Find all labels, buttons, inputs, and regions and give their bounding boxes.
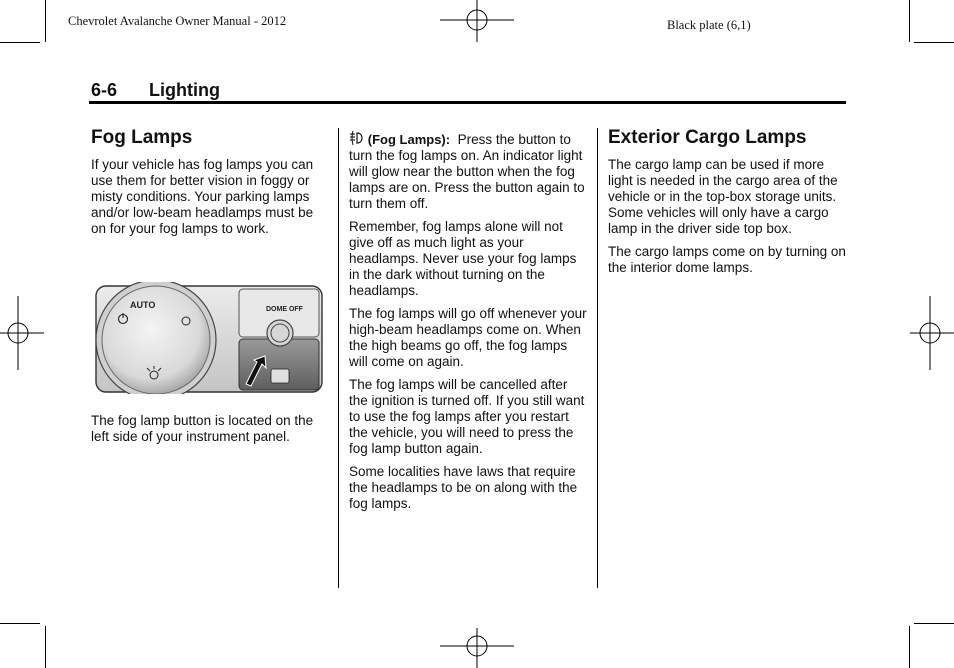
- registration-mark-right: [910, 296, 954, 370]
- auto-label: AUTO: [130, 300, 156, 310]
- dome-off-label: DOME OFF: [266, 306, 303, 313]
- column-1: [91, 127, 323, 244]
- fog-button-text: Press the button to turn the fog lamps on. An indicator light will glow near the button when the fog lamps are on. Press the button again to turn them off.: [349, 132, 585, 211]
- fog-lamps-label: (Fog Lamps):: [367, 132, 451, 147]
- paragraph-high-beams: The fog lamps will go off whenever your high-beam headlamps come on. When the high beams go off, the fog lamps will come on again.: [349, 306, 587, 369]
- registration-mark-bottom: [440, 628, 516, 668]
- section-rule: [89, 101, 846, 104]
- paragraph-ignition: The fog lamps will be cancelled after the ignition is turned off. If you still want to use the fog lamps after you restart the vehicle, you will need to press the fog lamp button again.: [349, 377, 585, 456]
- headlamp-control-illustration: [94, 282, 324, 394]
- column-divider-1: [338, 128, 339, 588]
- section-title: Lighting: [149, 80, 220, 100]
- fog-lamps-heading: Fog Lamps: [91, 127, 193, 148]
- column-3: [608, 127, 848, 283]
- manual-title: Chevrolet Avalanche Owner Manual - 2012: [68, 14, 287, 28]
- cargo-lamps-heading: Exterior Cargo Lamps: [608, 127, 807, 148]
- plate-label: Black plate (6,1): [667, 18, 751, 32]
- fog-lamp-caption: The fog lamp button is located on the left side of your instrument panel.: [91, 413, 314, 444]
- fog-lamps-intro: If your vehicle has fog lamps you can use them for better vision in foggy or misty conditions. Your parking lamps and/or low-beam headlamps must be on for your fog lamps to work.: [91, 157, 314, 236]
- section-header: [91, 80, 220, 101]
- registration-mark-left: [0, 296, 44, 370]
- registration-mark-top: [440, 0, 516, 42]
- column-divider-2: [597, 128, 598, 588]
- cargo-lamps-paragraph-1: The cargo lamp can be used if more light is needed in the cargo area of the vehicle or in the top-box storage units. Some vehicles will only have a cargo lamp in the driver side top box.: [608, 157, 838, 236]
- section-number: 6-6: [91, 80, 118, 100]
- paragraph-localities: Some localities have laws that require the headlamps to be on along with the fog lamps.: [349, 464, 578, 511]
- paragraph-headlamps: Remember, fog lamps alone will not give off as much light as your headlamps. Never use your fog lamps in the dark without turning on the headlamps.: [349, 219, 577, 298]
- column-2: [349, 131, 589, 519]
- cargo-lamps-paragraph-2: The cargo lamps come on by turning on the interior dome lamps.: [608, 244, 846, 275]
- fog-button-paragraph: [349, 131, 589, 212]
- fog-lamp-icon: [349, 131, 364, 145]
